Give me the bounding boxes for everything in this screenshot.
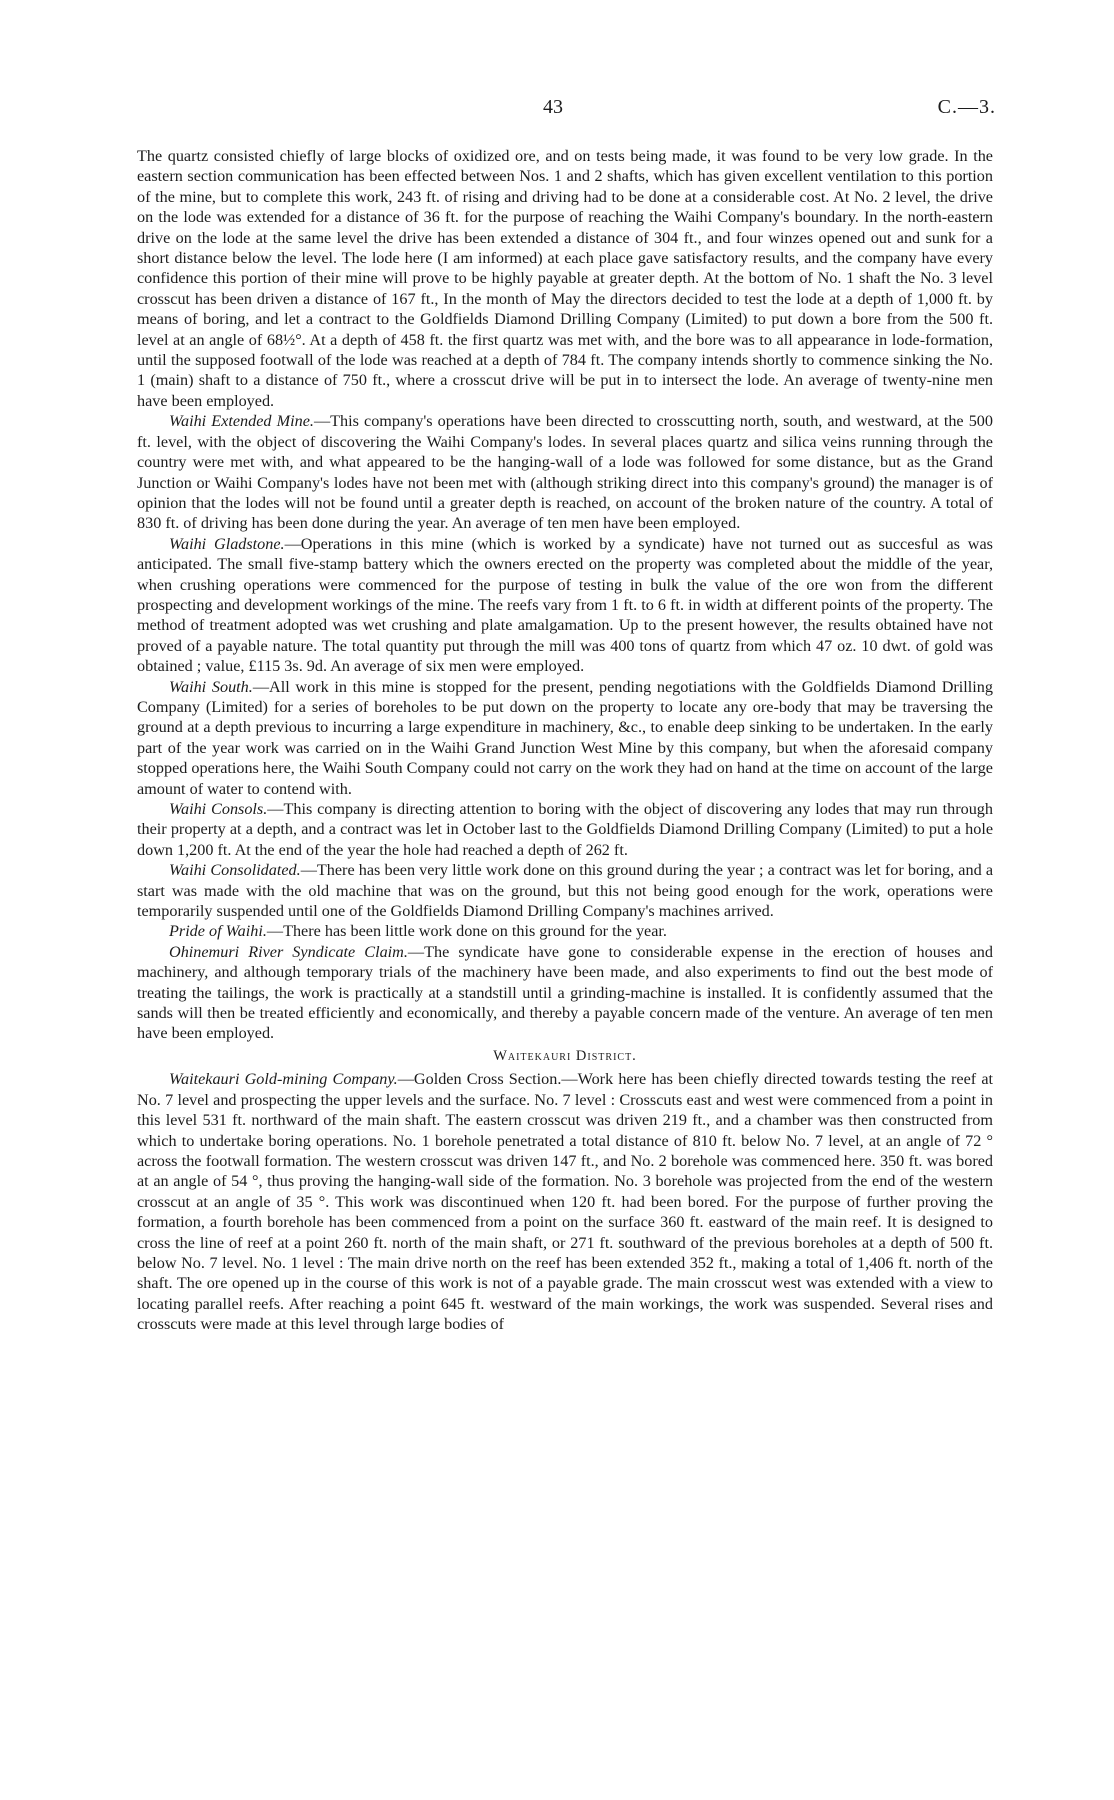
paragraph-text: —All work in this mine is stopped for the present, pending negotiations with the Goldfields Diamond Drilling Company (Limited) for a series of boreholes to be put down on the property to locate any ore-body that may be traversing the ground at a depth previous to incurring a large expenditure in machinery, &c., to enable deep sinking to be undertaken. In the early part of the year work was carried on in the Waihi Grand Junction West Mine by this company, but when the aforesaid company stopped operations here, the Waihi South Company could not carry on the work they had on hand at the time on account of the large amount of water to contend with. xyxy=(137,677,993,798)
paragraph-lead: Pride of Waihi. xyxy=(169,922,267,941)
paragraph-waihi-south xyxy=(137,677,993,799)
paragraph-lead: Waitekauri Gold-mining Company. xyxy=(169,1070,398,1089)
page-number: 43 xyxy=(543,96,563,118)
paragraph-lead: Waihi Consols. xyxy=(169,800,268,818)
paragraph-text: —Operations in this mine (which is worked by a syndicate) have not turned out as succesful as was anticipated. The small five-stamp battery which the owners erected on the property was completed about the middle of the year, when crushing operations were commenced for the purpose of testing in bulk the value of the ore won from the different prospecting and development workings of the mine. The reefs vary from 1 ft. to 6 ft. in width at different points of the property. The method of treatment adopted was wet crushing and plate amalgamation. Up to the present however, the results obtained have not proved of a payable nature. The total quantity put through the mill was 400 tons of quartz from which 47 oz. 10 dwt. of gold was obtained ; value, £115 3s. 9d. An average of six men were employed. xyxy=(137,534,993,676)
paragraph-quartz xyxy=(137,146,993,411)
paragraph-lead: Waihi Consolidated. xyxy=(169,861,301,880)
paragraph-text: The quartz consisted chiefly of large blocks of oxidized ore, and on tests being made, it was found to be very low grade. In the eastern section communication has been effected between Nos. 1 and 2 shafts, which has given excellent ventilation to this portion of the mine, but to complete this work, 243 ft. of rising and driving had to be done at a considerable cost. At No. 2 level, the drive on the lode was extended for a distance of 36 ft. for the purpose of reaching the Waihi Company's boundary. In the north-eastern drive on the lode at the same level the drive has been extended a distance of 304 ft., and four winzes opened out and sunk for a short distance below the level. The lode here (I am informed) at each place gave satisfactory results, and the company have every confidence this portion of their mine will prove to be highly payable at greater depth. At the bottom of No. 1 shaft the No. 3 level crosscut has been driven a distance of 167 ft., In the month of May the directors decided to test the lode at a depth of 1,000 ft. by means of boring, and let a contract to the Goldfields Diamond Drilling Company (Limited) to put down a bore from the 500 ft. level at an angle of 68½°. At a depth of 458 ft. the first quartz was met with, and the bore was to all appearance in lode-formation, until the supposed footwall of the lode was reached at a depth of 784 ft. The company intends shortly to commence sinking the No. 1 (main) shaft to a distance of 750 ft., where a crosscut drive will be put in to intersect the lode. An average of twenty-nine men have been employed. xyxy=(137,147,993,410)
paragraph-text: —Golden Cross Section.—Work here has been chiefly directed towards testing the reef at No. 7 level and prospecting the upper levels and the surface. No. 7 level : Crosscuts east and west were commenced from a point in this level 531 ft. northward of the main shaft. The eastern crosscut was driven 219 ft., and a chamber was then constructed from which to undertake boring operations. No. 1 borehole penetrated a total distance of 810 ft. below No. 7 level, at an angle of 72 ° across the footwall formation. The western crosscut was driven 147 ft., and No. 2 borehole was commenced here. 350 ft. was bored at an angle of 54 °, thus proving the hanging-wall side of the formation. No. 3 borehole was projected from the end of the western crosscut at an angle of 35 °. This work was discontinued when 120 ft. had been bored. For the purpose of further proving the formation, a fourth borehole has been commenced from a point on the surface 360 ft. eastward of the main reef. It is designed to cross the line of reef at a point 260 ft. north of the main shaft, or 271 ft. southward of the previous boreholes at a depth of 500 ft. below No. 7 level. No. 1 level : The main drive north on the reef has been extended 352 ft., making a total of 1,406 ft. north of the shaft. The ore opened up in the course of this work is not of a payable grade. The main crosscut west was extended with a view to locating parallel reefs. After reaching a point 645 ft. westward of the main workings, the work was suspended. Several rises and crosscuts were made at this level through large bodies of xyxy=(137,1070,994,1334)
paragraph-lead: Waihi Gladstone. xyxy=(169,534,285,553)
paragraph-waihi-extended xyxy=(137,411,993,533)
paragraph-waitekauri xyxy=(137,1069,993,1334)
paragraph-lead: Ohinemuri River Syndicate Claim. xyxy=(169,942,408,961)
paragraph-text: —There has been little work done on this ground for the year. xyxy=(266,922,667,941)
document-reference: C.—3. xyxy=(937,96,996,118)
paragraph-waihi-consolidated xyxy=(137,860,993,921)
paragraph-text: —There has been very little work done on this ground during the year ; a contract was let for boring, and a start was made with the old machine that was on the ground, but this not being good enough for the work, operations were temporarily suspended until one of the Goldfields Diamond Drilling Company's machines arrived. xyxy=(137,861,994,921)
paragraph-text: —This company is directing attention to boring with the object of discovering any lodes that may run through their property at a depth, and a contract was let in October last to the Goldfields Diamond Drilling Company (Limited) to put a hole down 1,200 ft. At the end of the year the hole had reached a depth of 262 ft. xyxy=(137,800,993,859)
body-text xyxy=(137,146,993,1335)
page-header xyxy=(0,96,1114,126)
paragraph-text: —This company's operations have been directed to crosscutting north, south, and westward, at the 500 ft. level, with the object of discovering the Waihi Company's lodes. In several places quartz and silica veins running through the country were met with, and what appeared to be the hanging-wall of a lode was followed for some distance, but as the Grand Junction or Waihi Company's lodes have not been met with (although striking direct into this company's ground) the manager is of opinion that the lodes will not be found until a greater depth is reached, on account of the broken nature of the country. A total of 830 ft. of driving has been done during the year. An average of ten men have been employed. xyxy=(137,412,993,533)
section-heading: Waitekauri District. xyxy=(493,1047,637,1064)
paragraph-waihi-consols xyxy=(137,799,993,860)
paragraph-waihi-gladstone xyxy=(137,534,993,677)
paragraph-lead: Waihi South. xyxy=(169,677,253,696)
paragraph-lead: Waihi Extended Mine. xyxy=(169,412,314,431)
paragraph-ohinemuri xyxy=(137,942,993,1044)
paragraph-pride-of-waihi xyxy=(137,921,993,941)
paragraph-text: —The syndicate have gone to considerable expense in the erection of houses and machinery, and although temporary trials of the machinery have been made, and also experiments to find out the best mode of treating the tailings, the work is practically at a standstill until a grinding-machine is installed. It is confidently assumed that the sands will then be treated efficiently and economically, and thereby a payable concern made of the venture. An average of ten men have been employed. xyxy=(137,942,993,1043)
